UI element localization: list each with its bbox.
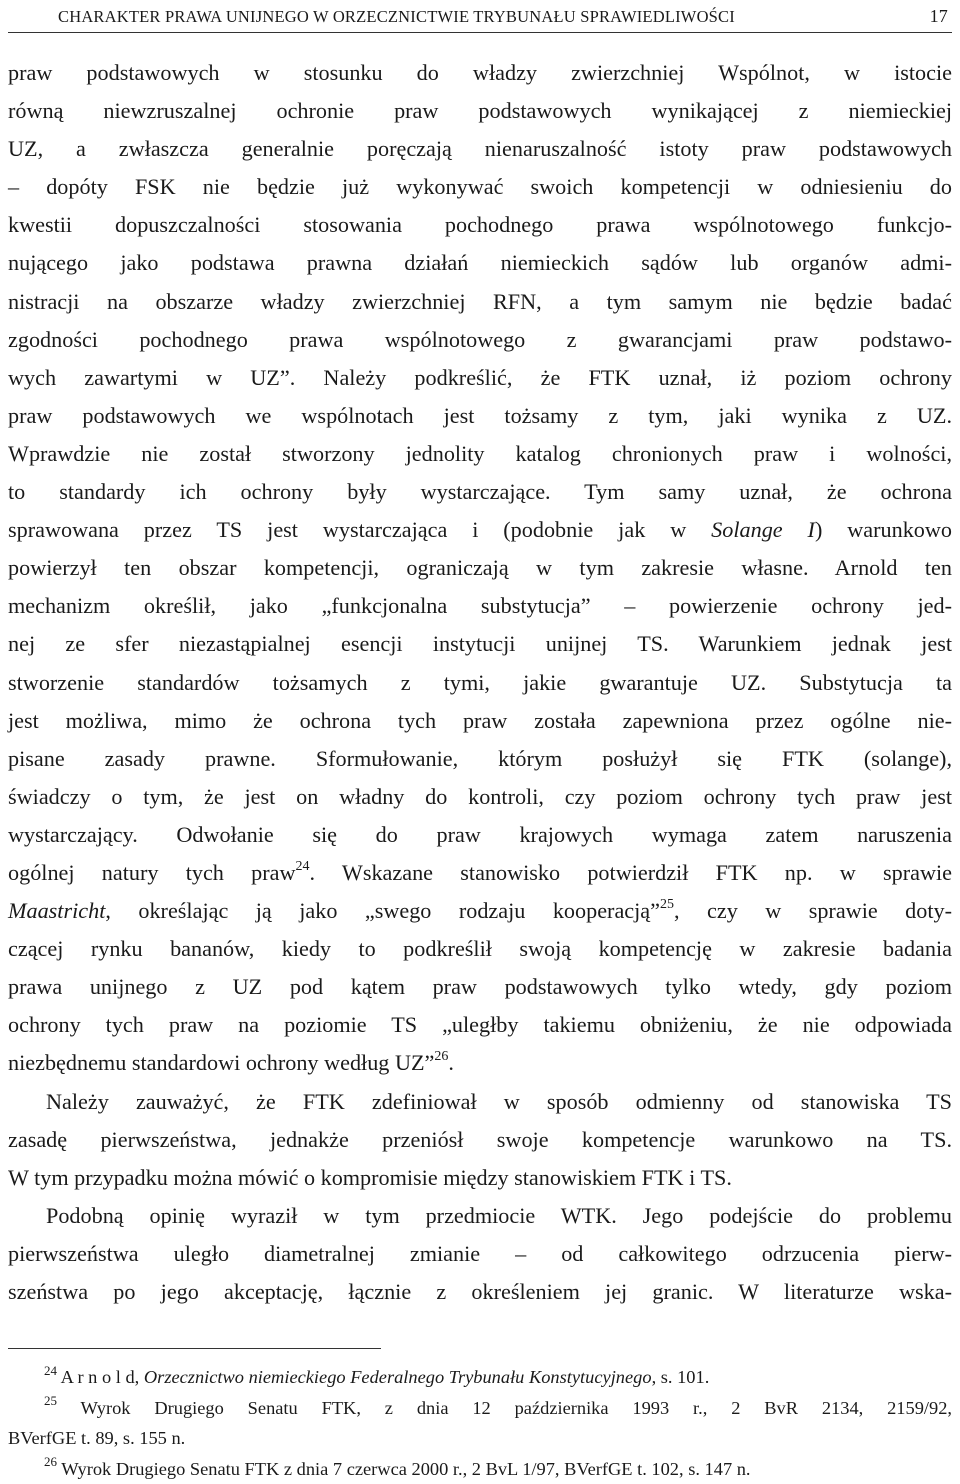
footnote-number: 25 (44, 1393, 57, 1408)
text-line: UZ, a zwłaszcza generalnie poręczają nienaruszalność istoty praw podstawowych (8, 130, 952, 168)
footnote-line: BVerfGE t. 89, s. 155 n. (8, 1423, 952, 1454)
text-line: praw podstawowych w stosunku do władzy zwierzchniej Wspólnot, w istocie (8, 54, 952, 92)
footnote-24 (8, 1362, 952, 1393)
text-line: czącej rynku bananów, kiedy to podkreślił swoją kompetencję w zakresie badania (8, 930, 952, 968)
text-run: ogólnej natury tych praw (8, 860, 296, 885)
footnote-text: , s. 101. (652, 1367, 710, 1387)
text-line: W tym przypadku można mówić o kompromisie między stanowiskiem FTK i TS. (8, 1159, 952, 1197)
text-line: praw podstawowych we wspólnotach jest tożsamy z tym, jaki wynika z UZ. (8, 397, 952, 435)
text-run: , określając ją jako „swego rodzaju kooperacją” (105, 898, 660, 923)
footnote-ref-25[interactable]: 25 (660, 897, 674, 912)
footnote-author: A r n o l d, (61, 1367, 144, 1387)
text-line: nej ze sfer niezastąpialnej esencji instytucji unijnej TS. Warunkiem jednak jest (8, 625, 952, 663)
main-text (8, 54, 952, 1311)
text-line: Należy zauważyć, że FTK zdefiniował w sposób odmienny od stanowiska TS (8, 1083, 952, 1121)
footnote-number: 24 (44, 1363, 57, 1378)
page-number: 17 (930, 6, 948, 27)
footnote-line (8, 1454, 952, 1484)
text-run: sprawowana przez TS jest wystarczająca i (podobnie jak w (8, 517, 711, 542)
footnote-text: Wyrok Drugiego Senatu FTK, z dnia 12 października 1993 r., 2 BvR 2134, 2159/92, (81, 1398, 952, 1418)
text-line: świadczy o tym, że jest on władny do kontroli, czy poziom ochrony tych praw jest (8, 778, 952, 816)
running-header (8, 4, 952, 33)
footnote-26 (8, 1454, 952, 1484)
text-line: nującego jako podstawa prawna działań niemieckich sądów lub organów admi- (8, 244, 952, 282)
text-line (8, 511, 952, 549)
text-line (8, 892, 952, 930)
paragraph-3 (8, 1197, 952, 1311)
text-line: wystarczający. Odwołanie się do praw krajowych wymaga zatem naruszenia (8, 816, 952, 854)
text-run: ) warunkowo (815, 517, 952, 542)
footnote-line (8, 1362, 952, 1393)
text-line (8, 854, 952, 892)
footnote-25 (8, 1393, 952, 1454)
text-line: wych zawartymi w UZ”. Należy podkreślić, że FTK uznał, iż poziom ochrony (8, 359, 952, 397)
footnote-ref-24[interactable]: 24 (296, 859, 310, 874)
text-line: szeństwa po jego akceptację, łącznie z określeniem jej granic. W literaturze wska- (8, 1273, 952, 1311)
text-line: powierzył ten obszar kompetencji, ograniczają w tym zakresie własne. Arnold ten (8, 549, 952, 587)
text-line: pierwszeństwa uległo diametralnej zmianie – od całkowitego odrzucenia pierw- (8, 1235, 952, 1273)
text-line: jest możliwa, mimo że ochrona tych praw została zapewniona przez ogólne nie- (8, 702, 952, 740)
footnote-ref-26[interactable]: 26 (434, 1049, 448, 1064)
text-line: Podobną opinię wyraził w tym przedmiocie WTK. Jego podejście do problemu (8, 1197, 952, 1235)
text-line: nistracji na obszarze władzy zwierzchniej RFN, a tym samym nie będzie badać (8, 283, 952, 321)
text-line: – dopóty FSK nie będzie już wykonywać swoich kompetencji w odniesieniu do (8, 168, 952, 206)
document-page (8, 0, 952, 1480)
text-line: prawa unijnego z UZ pod kątem praw podstawowych tylko wtedy, gdy poziom (8, 968, 952, 1006)
footnote-text: Wyrok Drugiego Senatu FTK z dnia 7 czerwca 2000 r., 2 BvL 1/97, BVerfGE t. 102, s. 147 n. (61, 1459, 750, 1479)
footnote-line (8, 1393, 952, 1424)
text-line: kwestii dopuszczalności stosowania pochodnego prawa wspólnotowego funkcjo- (8, 206, 952, 244)
text-run: . (448, 1050, 454, 1075)
text-line: Wprawdzie nie został stworzony jednolity katalog chronionych praw i wolności, (8, 435, 952, 473)
text-line: mechanizm określił, jako „funkcjonalna substytucja” – powierzenie ochrony jed- (8, 587, 952, 625)
text-run: niezbędnemu standardowi ochrony według UZ” (8, 1050, 434, 1075)
text-line: stworzenie standardów tożsamych z tymi, jakie gwarantuje UZ. Substytucja ta (8, 664, 952, 702)
text-line: ochrony tych praw na poziomie TS „uległby takiemu obniżeniu, że nie odpowiada (8, 1006, 952, 1044)
text-line (8, 1044, 952, 1082)
text-line: zgodności pochodnego prawa wspólnotowego z gwarancjami praw podstawo- (8, 321, 952, 359)
paragraph-1 (8, 54, 952, 1083)
footnote-number: 26 (44, 1454, 57, 1469)
paragraph-2 (8, 1083, 952, 1197)
text-run: , czy w sprawie doty- (674, 898, 952, 923)
case-name-italic: Maastricht (8, 898, 105, 923)
footnote-separator (8, 1348, 381, 1349)
text-run: . Wskazane stanowisko potwierdził FTK np. w sprawie (310, 860, 953, 885)
running-title: CHARAKTER PRAWA UNIJNEGO W ORZECZNICTWIE TRYBUNAŁU SPRAWIEDLIWOŚCI (58, 7, 735, 27)
text-line: to standardy ich ochrony były wystarczające. Tym samy uznał, że ochrona (8, 473, 952, 511)
text-line: równą niewzruszalnej ochronie praw podstawowych wynikającej z niemieckiej (8, 92, 952, 130)
case-name-italic: Solange I (711, 517, 815, 542)
text-line: pisane zasady prawne. Sformułowanie, którym posłużył się FTK (solange), (8, 740, 952, 778)
text-line: zasadę pierwszeństwa, jednakże przeniósł swoje kompetencje warunkowo na TS. (8, 1121, 952, 1159)
footnotes (8, 1362, 952, 1484)
footnote-title-italic: Orzecznictwo niemieckiego Federalnego Trybunału Konstytucyjnego (144, 1367, 652, 1387)
